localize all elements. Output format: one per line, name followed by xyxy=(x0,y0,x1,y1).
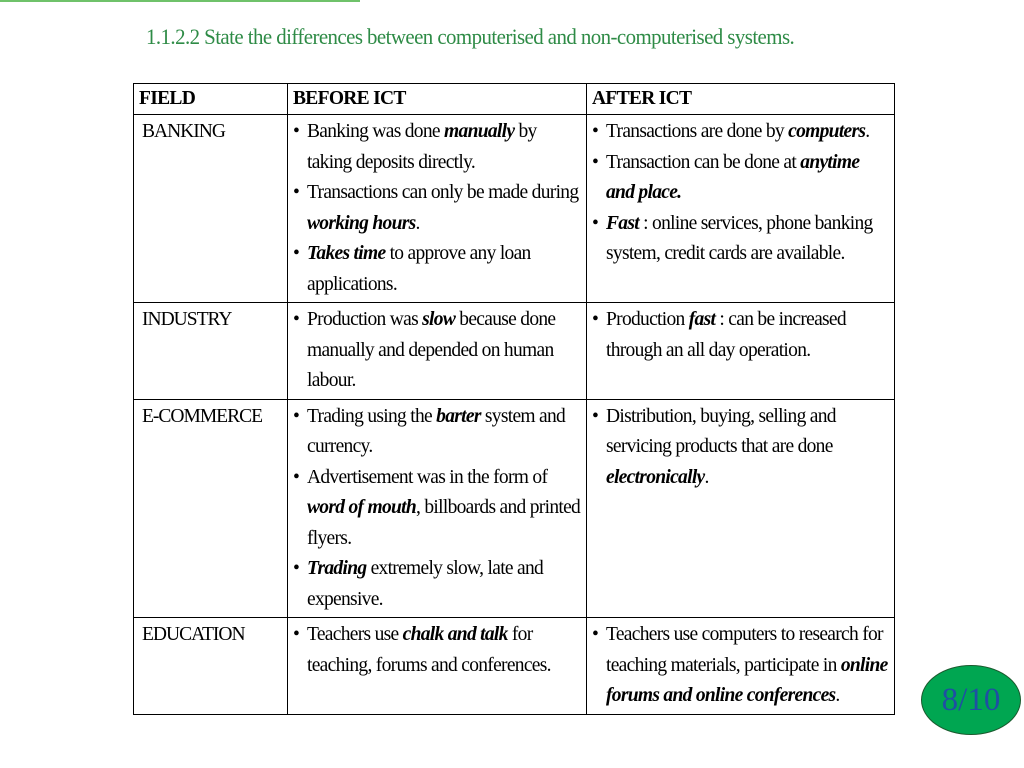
bullet-text: : can be increased through an all day operation. xyxy=(606,309,846,361)
after-ict-cell xyxy=(587,115,895,303)
table-row-education xyxy=(134,618,895,715)
bullet-text: for teaching, forums and conferences. xyxy=(307,624,551,676)
emphasized-text: chalk and talk xyxy=(402,624,508,645)
field-cell: INDUSTRY xyxy=(134,303,288,400)
table-row-e-commerce xyxy=(134,399,895,618)
bullet-item xyxy=(293,305,581,397)
bullet-text: Advertisement was in the form of xyxy=(307,466,548,488)
bullet-item xyxy=(293,554,581,615)
bullet-item xyxy=(293,463,581,555)
after-ict-list xyxy=(592,117,889,270)
after-ict-list xyxy=(592,620,889,712)
top-accent-line xyxy=(0,0,360,2)
before-ict-list xyxy=(293,620,581,681)
before-ict-list xyxy=(293,117,581,300)
bullet-text: . xyxy=(835,685,840,706)
bullet-item xyxy=(592,209,889,270)
emphasized-text: electronically xyxy=(606,466,705,488)
field-cell: BANKING xyxy=(134,115,288,303)
emphasized-text: fast xyxy=(688,309,716,330)
bullet-text: Trading using the xyxy=(307,405,437,427)
comparison-table xyxy=(133,83,895,715)
bullet-text: : online services, phone banking system, credit cards are available. xyxy=(606,212,873,264)
after-ict-list xyxy=(592,402,889,494)
emphasized-text: Trading xyxy=(307,558,367,579)
page-number-badge: 8/10 xyxy=(921,665,1021,735)
emphasized-text: Takes time xyxy=(307,243,386,264)
emphasized-text: manually xyxy=(444,121,515,142)
bullet-item xyxy=(592,620,889,712)
bullet-item xyxy=(293,620,581,681)
before-ict-cell xyxy=(288,399,587,618)
after-ict-cell xyxy=(587,303,895,400)
table-row-industry xyxy=(134,303,895,400)
bullet-text: , billboards and printed flyers. xyxy=(307,497,581,549)
bullet-text: Transactions can only be made during xyxy=(307,182,579,203)
emphasized-text: Fast xyxy=(606,212,639,234)
page-title: 1.1.2.2 State the differences between computerised and non-computerised systems. xyxy=(146,24,795,49)
emphasized-text: online forums and online conferences xyxy=(606,654,888,706)
bullet-item xyxy=(592,148,889,209)
table-header-row xyxy=(134,84,895,115)
before-ict-list xyxy=(293,305,581,397)
bullet-item xyxy=(293,239,581,300)
after-ict-cell xyxy=(587,399,895,618)
before-ict-cell xyxy=(288,618,587,715)
bullet-text: . xyxy=(704,466,709,488)
field-cell: E-COMMERCE xyxy=(134,399,288,618)
bullet-text: by taking deposits directly. xyxy=(307,121,537,173)
column-header-after-ict: AFTER ICT xyxy=(587,84,895,115)
before-ict-cell xyxy=(288,115,587,303)
table-row-banking xyxy=(134,115,895,303)
bullet-text: Teachers use computers to research for teaching materials, participate in xyxy=(606,624,883,676)
emphasized-text: working hours xyxy=(307,212,416,234)
bullet-text: Production was xyxy=(307,309,423,330)
emphasized-text: word of mouth xyxy=(307,497,417,518)
bullet-text: . xyxy=(865,121,870,142)
bullet-text: Transaction can be done at xyxy=(606,151,801,173)
after-ict-list xyxy=(592,305,889,366)
before-ict-list xyxy=(293,402,581,616)
emphasized-text: computers xyxy=(788,121,866,142)
bullet-item xyxy=(293,178,581,239)
bullet-text: extremely slow, late and expensive. xyxy=(307,558,544,610)
bullet-item xyxy=(592,305,889,366)
bullet-text: to approve any loan applications. xyxy=(307,243,531,295)
bullet-item xyxy=(592,402,889,494)
bullet-text: . xyxy=(415,212,420,234)
bullet-text: Production xyxy=(606,309,689,330)
bullet-text: Banking was done xyxy=(307,121,445,142)
bullet-text: because done manually and depended on human labour. xyxy=(307,309,556,391)
bullet-text: system and currency. xyxy=(307,405,566,457)
column-header-field: FIELD xyxy=(134,84,288,115)
bullet-text: Teachers use xyxy=(307,624,403,645)
bullet-item xyxy=(592,117,889,148)
table-body xyxy=(134,115,895,715)
emphasized-text: anytime and place. xyxy=(606,151,860,203)
bullet-text: Distribution, buying, selling and servicing products that are done xyxy=(606,405,836,457)
field-cell: EDUCATION xyxy=(134,618,288,715)
after-ict-cell xyxy=(587,618,895,715)
before-ict-cell xyxy=(288,303,587,400)
bullet-item xyxy=(293,402,581,463)
emphasized-text: slow xyxy=(422,309,456,330)
column-header-before-ict: BEFORE ICT xyxy=(288,84,587,115)
bullet-text: Transactions are done by xyxy=(606,121,789,142)
emphasized-text: barter xyxy=(436,405,481,427)
bullet-item xyxy=(293,117,581,178)
